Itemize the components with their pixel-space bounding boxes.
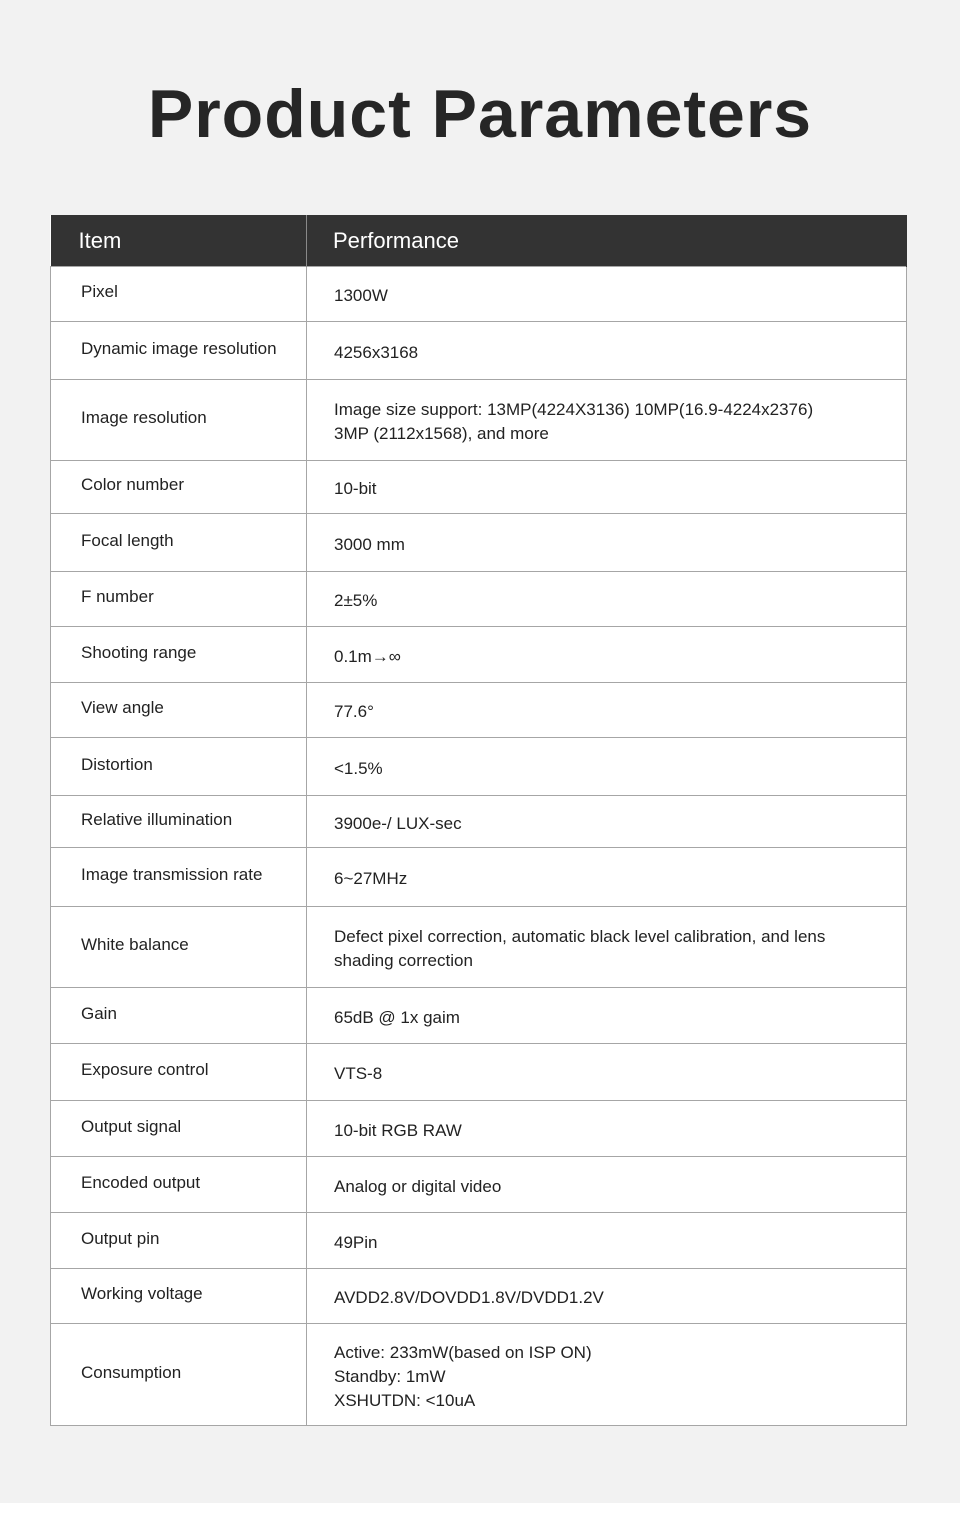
item-cell (51, 627, 307, 683)
item-label: F number (81, 587, 154, 606)
item-cell (51, 988, 307, 1044)
performance-value (334, 866, 886, 890)
item-label: Image resolution (81, 408, 207, 427)
performance-cell (307, 322, 907, 380)
performance-cell (307, 267, 907, 322)
performance-line: Analog or digital video (334, 1176, 502, 1196)
table-row (51, 796, 907, 848)
item-cell (51, 738, 307, 796)
table-row (51, 1101, 907, 1157)
performance-value (334, 340, 886, 364)
performance-value (334, 1230, 886, 1254)
performance-line: <1.5% (334, 758, 383, 778)
performance-cell (307, 738, 907, 796)
table-row (51, 380, 907, 461)
parameters-table (50, 215, 907, 1426)
performance-line: XSHUTDN: <10uA (334, 1390, 476, 1410)
table-row (51, 848, 907, 907)
performance-line: 6~27MHz (334, 869, 408, 888)
performance-line: 2±5% (334, 591, 378, 610)
page-title: Product Parameters (147, 76, 813, 152)
table-row (51, 907, 907, 988)
item-label: Dynamic image resolution (81, 338, 277, 358)
performance-cell (307, 1324, 907, 1426)
performance-value (334, 644, 886, 668)
performance-cell (307, 514, 907, 572)
performance-value (334, 811, 886, 835)
performance-line: 10-bit (334, 479, 377, 498)
item-label: Output pin (81, 1228, 160, 1248)
performance-cell (307, 1269, 907, 1324)
column-header-performance: Performance (307, 216, 907, 267)
table-row (51, 461, 907, 514)
item-cell (51, 1324, 307, 1426)
table-row (51, 683, 907, 738)
performance-value (334, 756, 886, 780)
performance-value (334, 397, 886, 445)
item-cell (51, 683, 307, 738)
performance-line: 3MP (2112x1568), and more (334, 424, 549, 443)
table-row (51, 1044, 907, 1101)
item-cell (51, 1101, 307, 1157)
performance-cell (307, 848, 907, 907)
table-row (51, 267, 907, 322)
item-cell (51, 380, 307, 461)
item-label: Exposure control (81, 1060, 209, 1079)
performance-line: 1300W (334, 286, 388, 305)
performance-line: 10-bit RGB RAW (334, 1120, 462, 1140)
item-label: Working voltage (81, 1284, 203, 1303)
performance-cell (307, 461, 907, 514)
performance-line: 3900e-/ LUX-sec (334, 813, 462, 833)
performance-line: Image size support: 13MP(4224X3136) 10MP(16.9-4224x2376) (334, 400, 814, 419)
performance-line: 77.6° (334, 702, 374, 721)
item-label: View angle (81, 698, 164, 717)
performance-value (334, 1118, 886, 1142)
performance-line: Active: 233mW(based on ISP ON) (334, 1342, 592, 1362)
table-row (51, 322, 907, 380)
performance-line: Defect pixel correction, automatic black level calibration, and lens (334, 927, 826, 946)
performance-value (334, 1005, 886, 1029)
table-row (51, 1157, 907, 1213)
item-label: Gain (81, 1003, 117, 1023)
performance-value (334, 1174, 886, 1198)
performance-value (334, 1340, 886, 1412)
item-cell (51, 572, 307, 627)
performance-cell (307, 1157, 907, 1213)
item-cell (51, 1157, 307, 1213)
performance-cell (307, 988, 907, 1044)
item-cell (51, 1213, 307, 1269)
item-label: Consumption (81, 1362, 182, 1382)
performance-line: 0.1m→∞ (334, 646, 401, 666)
item-cell (51, 796, 307, 848)
performance-cell (307, 796, 907, 848)
item-cell (51, 267, 307, 322)
item-cell (51, 461, 307, 514)
table-row (51, 1213, 907, 1269)
item-label: Pixel (81, 282, 118, 301)
item-label: Output signal (81, 1116, 182, 1136)
performance-line: 49Pin (334, 1232, 378, 1252)
performance-cell (307, 1101, 907, 1157)
item-label: Distortion (81, 754, 153, 774)
performance-line: shading correction (334, 951, 473, 970)
performance-cell (307, 380, 907, 461)
performance-line: Standby: 1mW (334, 1366, 446, 1386)
performance-cell (307, 627, 907, 683)
performance-value (334, 532, 886, 556)
performance-cell (307, 1213, 907, 1269)
performance-value (334, 476, 886, 500)
table-row (51, 1324, 907, 1426)
item-label: Encoded output (81, 1172, 201, 1192)
performance-line: VTS-8 (334, 1064, 383, 1083)
performance-cell (307, 572, 907, 627)
item-label: White balance (81, 935, 189, 954)
column-header-item: Item (51, 216, 307, 267)
table-header-row (51, 216, 907, 267)
performance-line: AVDD2.8V/DOVDD1.8V/DVDD1.2V (334, 1288, 604, 1307)
performance-line: 65dB @ 1x gaim (334, 1007, 460, 1027)
performance-line: 3000 mm (334, 534, 405, 554)
table-row (51, 738, 907, 796)
table-row (51, 572, 907, 627)
item-label: Shooting range (81, 642, 197, 662)
item-cell (51, 322, 307, 380)
performance-value (334, 924, 886, 972)
item-cell (51, 907, 307, 988)
item-label: Image transmission rate (81, 865, 263, 884)
performance-cell (307, 1044, 907, 1101)
item-cell (51, 1044, 307, 1101)
table-row (51, 1269, 907, 1324)
item-label: Relative illumination (81, 809, 233, 829)
item-cell (51, 848, 307, 907)
table-row (51, 627, 907, 683)
item-cell (51, 514, 307, 572)
item-label: Color number (81, 475, 184, 494)
table-row (51, 514, 907, 572)
performance-value (334, 1061, 886, 1085)
table-row (51, 988, 907, 1044)
performance-cell (307, 907, 907, 988)
performance-value (334, 699, 886, 723)
performance-value (334, 1285, 886, 1309)
performance-line: 4256x3168 (334, 342, 419, 362)
performance-value (334, 283, 886, 307)
item-label: Focal length (81, 530, 174, 550)
performance-value (334, 588, 886, 612)
performance-cell (307, 683, 907, 738)
item-cell (51, 1269, 307, 1324)
